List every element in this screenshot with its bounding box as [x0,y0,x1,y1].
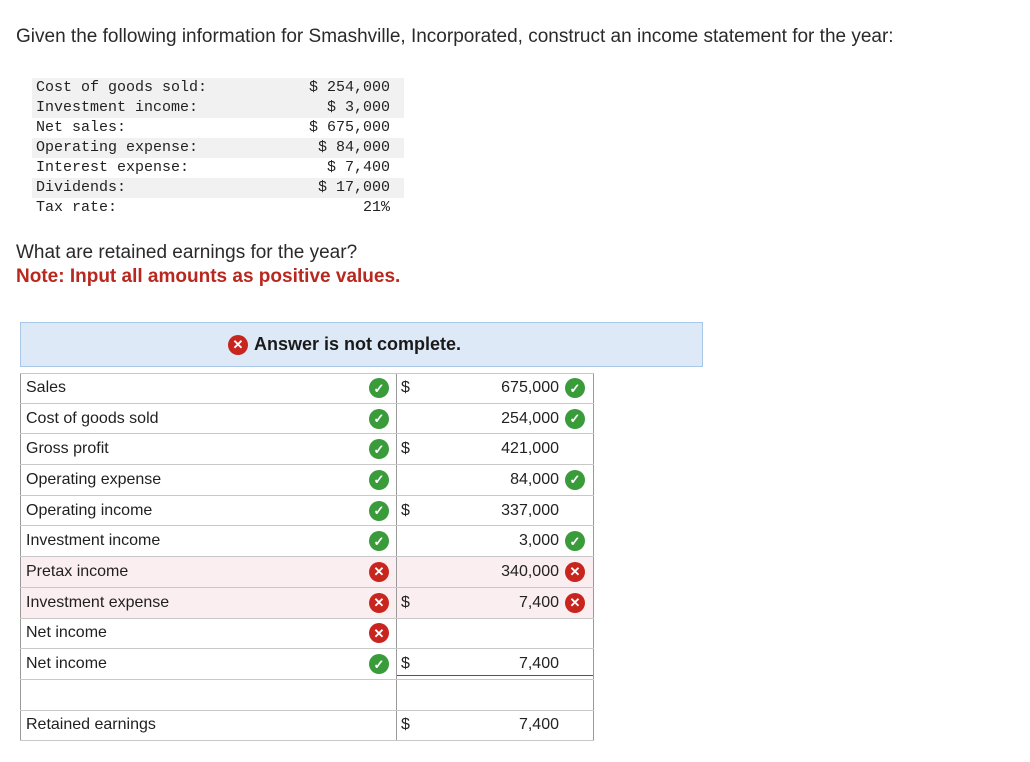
givens-table [32,78,404,218]
amount-value: 7,400 [518,716,559,734]
x-circle-icon: ✕ [565,562,585,582]
dollar-sign: $ [401,593,410,611]
amount-value: 340,000 [501,562,559,580]
amount-input[interactable] [396,680,594,710]
question-text: Given the following information for Smashville, Incorporated, construct an income statement for the year: [16,26,894,47]
given-value: $ 17,000 [317,179,390,196]
check-circle-icon: ✓ [369,654,389,674]
row-label-select[interactable]: Operating income [20,496,390,526]
given-label: Dividends: [36,179,127,196]
check-circle-icon: ✓ [369,531,389,551]
x-circle-icon: ✕ [369,593,389,613]
row-label-select[interactable]: Investment income [20,526,390,556]
table-row [20,619,594,650]
amount-value: 7,400 [518,655,559,673]
amount-input[interactable] [396,465,594,495]
amount-value: 7,400 [518,593,559,611]
row-label-select[interactable]: Investment expense [20,588,390,618]
amount-input[interactable] [396,711,594,741]
given-value: 21% [362,199,390,216]
row-label-select[interactable]: Gross profit [20,434,390,464]
dollar-sign: $ [401,440,410,458]
amount-value: 3,000 [518,532,559,550]
row-label-select[interactable]: Sales [20,374,390,403]
table-row [20,404,594,435]
x-circle-icon: ✕ [369,623,389,643]
given-row [32,98,404,118]
given-label: Interest expense: [36,159,190,176]
row-label-select[interactable]: Retained earnings [20,711,390,741]
table-row [20,557,594,588]
table-row [20,373,594,404]
table-row [20,526,594,557]
check-circle-icon: ✓ [565,409,585,429]
given-label: Tax rate: [36,199,118,216]
amount-input[interactable] [396,404,594,434]
dollar-sign: $ [401,655,410,673]
given-row [32,78,404,98]
banner-text: Answer is not complete. [253,334,462,354]
answer-status-banner [20,322,703,367]
amount-value: 254,000 [501,409,559,427]
given-row [32,158,404,178]
given-row [32,198,404,218]
amount-input[interactable] [396,496,594,526]
row-label-select[interactable]: Operating expense [20,465,390,495]
amount-input[interactable] [396,434,594,464]
check-circle-icon: ✓ [369,470,389,490]
x-circle-icon: ✕ [565,593,585,613]
check-circle-icon: ✓ [369,378,389,398]
given-value: $ 7,400 [326,159,390,176]
amount-value: 337,000 [501,501,559,519]
row-label-select[interactable]: Pretax income [20,557,390,587]
given-value: $ 254,000 [308,79,390,96]
dollar-sign: $ [401,716,410,734]
check-circle-icon: ✓ [565,531,585,551]
check-circle-icon: ✓ [565,470,585,490]
x-circle-icon: ✕ [369,562,389,582]
table-row [20,680,594,711]
amount-input[interactable] [396,526,594,556]
check-circle-icon: ✓ [369,439,389,459]
amount-input[interactable] [396,557,594,587]
amount-input[interactable] [396,619,594,649]
given-value: $ 3,000 [326,99,390,116]
x-circle-icon: ✕ [228,335,248,355]
given-value: $ 675,000 [308,119,390,136]
given-label: Operating expense: [36,139,199,156]
table-row [20,711,594,742]
table-row [20,496,594,527]
amount-input[interactable] [396,588,594,618]
table-row [20,465,594,496]
check-circle-icon: ✓ [565,378,585,398]
given-label: Investment income: [36,99,199,116]
prompt-text: What are retained earnings for the year? [16,242,358,263]
amount-input[interactable] [396,374,594,403]
table-row [20,588,594,619]
given-row [32,118,404,138]
amount-value: 421,000 [501,440,559,458]
check-circle-icon: ✓ [369,409,389,429]
amount-value: 675,000 [501,379,559,397]
given-label: Cost of goods sold: [36,79,208,96]
note-text: Note: Input all amounts as positive values. [16,266,401,287]
dollar-sign: $ [401,501,410,519]
amount-value: 84,000 [510,470,559,488]
row-label-select[interactable]: Net income [20,619,390,649]
income-statement-table [20,373,594,741]
dollar-sign: $ [401,379,410,397]
row-label-select[interactable]: Net income [20,649,390,679]
table-row [20,434,594,465]
given-row [32,138,404,158]
given-value: $ 84,000 [317,139,390,156]
row-label-select[interactable] [20,680,390,710]
row-label-select[interactable]: Cost of goods sold [20,404,390,434]
given-label: Net sales: [36,119,127,136]
check-circle-icon: ✓ [369,501,389,521]
given-row [32,178,404,198]
